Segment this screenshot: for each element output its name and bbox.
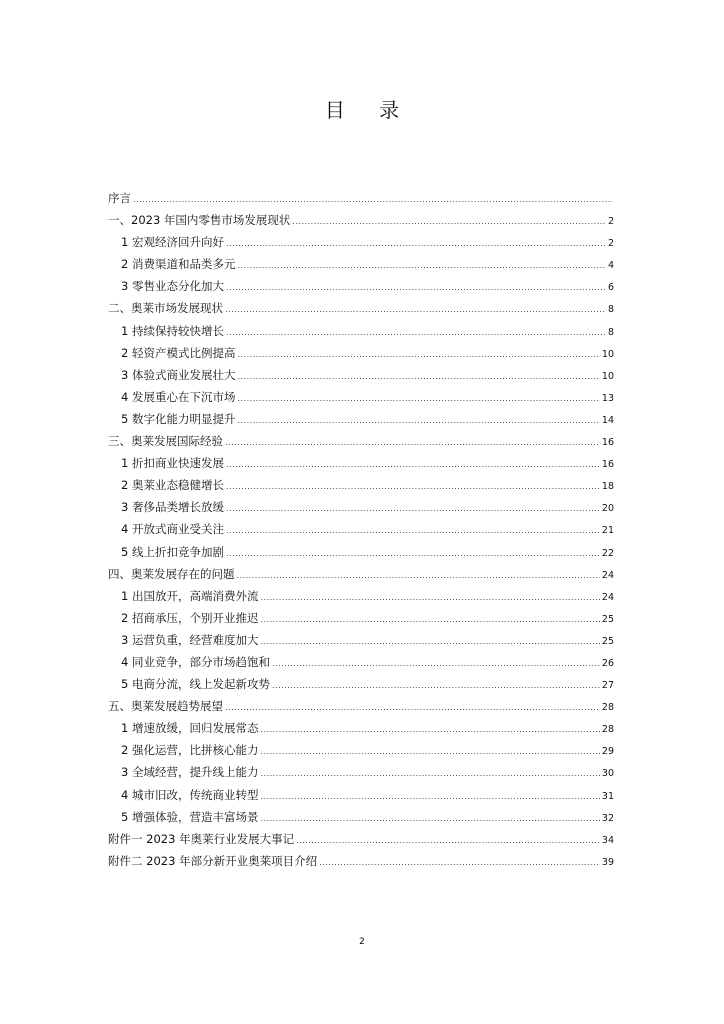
toc-entry[interactable] xyxy=(108,651,614,673)
toc-leader-dots xyxy=(260,719,599,741)
toc-leader-dots xyxy=(260,609,599,631)
toc-leader-dots xyxy=(225,432,600,454)
toc-entry[interactable] xyxy=(108,320,614,342)
toc-entry-label: 1 持续保持较快增长 xyxy=(121,323,224,338)
toc-leader-dots xyxy=(237,388,599,410)
toc-entry-page: 8 xyxy=(607,326,614,338)
toc-entry-label: 五、奥莱发展趋势展望 xyxy=(108,699,223,714)
toc-leader-dots xyxy=(260,631,599,653)
toc-entry-label: 附件二 2023 年部分新开业奥莱项目介绍 xyxy=(108,853,318,868)
toc-entry-label: 4 同业竞争，部分市场趋饱和 xyxy=(121,654,270,669)
toc-entry-page: 20 xyxy=(601,503,614,515)
toc-entry-label: 附件一 2023 年奥莱行业发展大事记 xyxy=(108,831,295,846)
toc-entry-page: 10 xyxy=(601,348,614,360)
toc-entry-label: 4 开放式商业受关注 xyxy=(121,522,224,537)
toc-entry-label: 3 奢侈品类增长放缓 xyxy=(121,500,224,515)
toc-leader-dots xyxy=(226,543,600,565)
toc-entry-page: 27 xyxy=(601,680,614,692)
toc-leader-dots xyxy=(272,653,600,675)
toc-entry[interactable] xyxy=(108,209,614,231)
toc-entry-label: 5 增强体验，营造丰富场景 xyxy=(121,809,259,824)
toc-entry[interactable] xyxy=(108,673,614,695)
toc-entry-page: 30 xyxy=(601,768,614,780)
toc-leader-dots xyxy=(272,675,600,697)
toc-entry-label: 4 发展重心在下沉市场 xyxy=(121,389,236,404)
toc-entry-label: 2 招商承压，个别开业推迟 xyxy=(121,610,259,625)
toc-entry-label: 二、奥莱市场发展现状 xyxy=(108,301,223,316)
toc-entry[interactable] xyxy=(108,187,614,209)
toc-entry-label: 5 线上折扣竞争加剧 xyxy=(121,544,224,559)
toc-entry[interactable] xyxy=(108,430,614,452)
toc-entry-page: 18 xyxy=(601,481,614,493)
toc-entry-label: 3 运营负重，经营难度加大 xyxy=(121,632,259,647)
toc-leader-dots xyxy=(237,366,599,388)
toc-entry[interactable] xyxy=(108,806,614,828)
toc-entry[interactable] xyxy=(108,541,614,563)
toc-entry-page: 34 xyxy=(601,834,614,846)
toc-entry-label: 一、2023 年国内零售市场发展现状 xyxy=(108,213,291,228)
toc-entry[interactable] xyxy=(108,695,614,717)
toc-entry-page: 26 xyxy=(601,657,614,669)
toc-entry-page: 21 xyxy=(601,525,614,537)
toc-entry-page: 25 xyxy=(601,613,614,625)
toc-leader-dots xyxy=(296,830,600,852)
toc-entry-label: 2 轻资产模式比例提高 xyxy=(121,345,236,360)
toc-entry[interactable] xyxy=(108,828,614,850)
toc-entry-page: 2 xyxy=(607,216,614,228)
toc-entry-label: 1 折扣商业快速发展 xyxy=(121,456,224,471)
toc-leader-dots xyxy=(319,852,600,874)
toc-entry-page: 13 xyxy=(601,392,614,404)
toc-leader-dots xyxy=(225,697,600,719)
toc-entry-label: 1 出国放开，高端消费外流 xyxy=(121,588,259,603)
toc-entry[interactable] xyxy=(108,408,614,430)
toc-entry-page: 16 xyxy=(601,437,614,449)
toc-entry[interactable] xyxy=(108,474,614,496)
toc-entry-label: 四、奥莱发展存在的问题 xyxy=(108,566,235,581)
toc-leader-dots xyxy=(260,741,599,763)
table-of-contents xyxy=(108,187,614,872)
toc-entry[interactable] xyxy=(108,364,614,386)
toc-leader-dots xyxy=(237,344,599,366)
toc-entry-page: 22 xyxy=(601,547,614,559)
toc-entry-label: 3 全域经营，提升线上能力 xyxy=(121,765,259,780)
toc-entry[interactable] xyxy=(108,231,614,253)
toc-entry-page: 39 xyxy=(601,856,614,868)
toc-entry-page: 24 xyxy=(601,591,614,603)
toc-leader-dots xyxy=(226,476,600,498)
page-title: 目 录 xyxy=(324,98,414,122)
toc-leader-dots xyxy=(133,189,612,211)
toc-entry-page: 32 xyxy=(601,812,614,824)
toc-leader-dots xyxy=(260,808,599,830)
toc-entry-page: 28 xyxy=(601,724,614,736)
toc-entry[interactable] xyxy=(108,275,614,297)
toc-entry-page: 4 xyxy=(607,260,614,272)
toc-entry-page: 10 xyxy=(601,370,614,382)
toc-entry[interactable] xyxy=(108,585,614,607)
toc-entry-label: 2 奥莱业态稳健增长 xyxy=(121,478,224,493)
toc-entry-page: 14 xyxy=(601,414,614,426)
toc-entry-label: 3 体验式商业发展壮大 xyxy=(121,367,236,382)
toc-leader-dots xyxy=(226,277,606,299)
toc-entry-label: 序言 xyxy=(108,191,131,205)
toc-entry[interactable] xyxy=(108,717,614,739)
toc-leader-dots xyxy=(260,587,599,609)
toc-entry-page: 31 xyxy=(601,790,614,802)
toc-leader-dots xyxy=(260,786,599,808)
toc-leader-dots xyxy=(237,255,605,277)
toc-leader-dots xyxy=(260,763,599,785)
toc-entry-page: 2 xyxy=(607,238,614,250)
toc-entry-label: 1 增速放缓，回归发展常态 xyxy=(121,721,259,736)
toc-entry-page: 6 xyxy=(607,282,614,294)
toc-entry-label: 3 零售业态分化加大 xyxy=(121,279,224,294)
toc-leader-dots xyxy=(237,410,599,432)
page-number: 2 xyxy=(359,937,365,947)
toc-entry-label: 5 电商分流，线上发起新攻势 xyxy=(121,677,270,692)
toc-entry[interactable] xyxy=(108,607,614,629)
toc-entry[interactable] xyxy=(108,739,614,761)
toc-entry-label: 4 城市旧改，传统商业转型 xyxy=(121,787,259,802)
toc-entry[interactable] xyxy=(108,563,614,585)
toc-entry[interactable] xyxy=(108,452,614,474)
toc-entry[interactable] xyxy=(108,342,614,364)
toc-entry-page: 25 xyxy=(601,635,614,647)
toc-entry[interactable] xyxy=(108,784,614,806)
toc-entry-page: 16 xyxy=(601,459,614,471)
toc-entry-page: 24 xyxy=(601,569,614,581)
toc-leader-dots xyxy=(226,322,606,344)
toc-leader-dots xyxy=(226,233,606,255)
toc-leader-dots xyxy=(226,520,600,542)
toc-entry-label: 5 数字化能力明显提升 xyxy=(121,411,236,426)
toc-entry-label: 1 宏观经济回升向好 xyxy=(121,235,224,250)
toc-entry-page: 8 xyxy=(607,304,614,316)
toc-entry[interactable] xyxy=(108,850,614,872)
toc-entry-page: 28 xyxy=(601,702,614,714)
toc-leader-dots xyxy=(225,299,606,321)
toc-entry[interactable] xyxy=(108,629,614,651)
toc-leader-dots xyxy=(226,498,600,520)
toc-entry[interactable] xyxy=(108,297,614,319)
toc-entry-label: 2 消费渠道和品类多元 xyxy=(121,257,236,272)
toc-entry[interactable] xyxy=(108,386,614,408)
toc-leader-dots xyxy=(226,454,600,476)
toc-entry-label: 2 强化运营，比拼核心能力 xyxy=(121,743,259,758)
toc-entry-page: 29 xyxy=(601,746,614,758)
toc-entry[interactable] xyxy=(108,761,614,783)
toc-entry-label: 三、奥莱发展国际经验 xyxy=(108,434,223,449)
toc-entry[interactable] xyxy=(108,253,614,275)
toc-entry[interactable] xyxy=(108,496,614,518)
toc-entry[interactable] xyxy=(108,518,614,540)
toc-leader-dots xyxy=(292,211,606,233)
toc-leader-dots xyxy=(237,565,600,587)
